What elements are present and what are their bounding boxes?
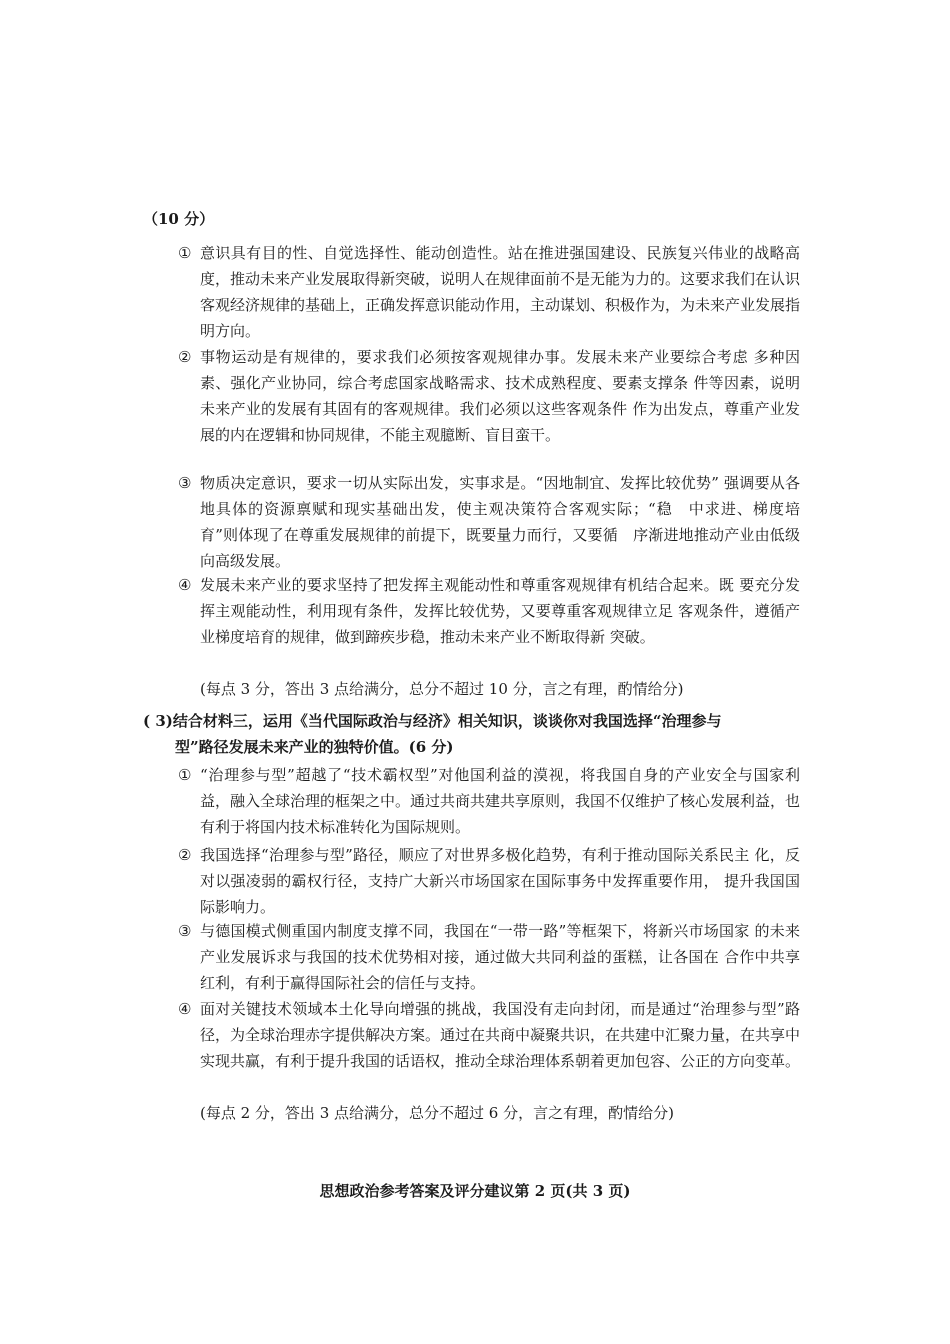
page-footer: 思想政治参考答案及评分建议第 2 页(共 3 页) bbox=[319, 1182, 631, 1200]
part2-item-2 bbox=[178, 344, 800, 448]
item-marker: ① bbox=[178, 244, 192, 262]
part2-scoring-note: (每点 3 分，答出 3 点给满分，总分不超过 10 分，言之有理，酌情给分) bbox=[200, 680, 684, 698]
item-marker: ④ bbox=[178, 576, 192, 594]
item-text: 发展未来产业的要求坚持了把发挥主观能动性和尊重客观规律有机结合起来。既 要充分发挥主观能动性，利用现有条件，发挥比较优势，又要尊重客观规律立足 客观条件，遵循产业梯度培育的规律，做到蹄疾步稳，推动未来产业不断取得新 突破。 bbox=[200, 576, 800, 646]
item-text: 我国选择“治理参与型”路径，顺应了对世界多极化趋势，有利于推动国际关系民主 化，反对以强凌弱的霸权行径，支持广大新兴市场国家在国际事务中发挥重要作用， 提升我国国际影响力。 bbox=[200, 846, 800, 916]
item-text: 事物运动是有规律的，要求我们必须按客观规律办事。发展未来产业要综合考虑 多种因素、强化产业协同，综合考虑国家战略需求、技术成熟程度、要素支撑条 件等因素，说明未来产业的发展有其固有的客观规律。我们必须以这些客观条件 作为出发点，尊重产业发展的内在逻辑和协同规律，不能主观臆断、盲目蛮干。 bbox=[200, 348, 800, 444]
part3-scoring-note: (每点 2 分，答出 3 点给满分，总分不超过 6 分，言之有理，酌情给分) bbox=[200, 1104, 674, 1122]
item-text: 与德国模式侧重国内制度支撑不同，我国在“一带一路”等框架下，将新兴市场国家 的未来产业发展诉求与我国的技术优势相对接，通过做大共同利益的蛋糕，让各国在 合作中共享红利，有利于赢得国际社会的信任与支持。 bbox=[200, 922, 800, 992]
item-marker: ④ bbox=[178, 1000, 192, 1018]
question-line-2: 型”路径发展未来产业的独特价值。(6 分) bbox=[175, 738, 454, 756]
part3-item-2 bbox=[178, 842, 800, 920]
item-text: 面对关键技术领域本土化导向增强的挑战，我国没有走向封闭，而是通过“治理参与型”路径，为全球治理赤字提供解决方案。通过在共商中凝聚共识，在共建中汇聚力量，在共享中实现共赢，有利于提升我国的话语权，推动全球治理体系朝着更加包容、公正的方向变革。 bbox=[200, 1000, 801, 1070]
item-text: 意识具有目的性、自觉选择性、能动创造性。站在推进强国建设、民族复兴伟业的战略高度，推动未来产业发展取得新突破，说明人在规律面前不是无能为力的。这要求我们在认识客观经济规律的基础上，正确发挥意识能动作用，主动谋划、积极作为，为未来产业发展指明方向。 bbox=[200, 244, 801, 340]
part2-item-4 bbox=[178, 572, 800, 650]
part2-item-1 bbox=[178, 240, 800, 344]
part3-item-1 bbox=[178, 762, 800, 840]
part3-question bbox=[143, 708, 803, 760]
part2-score-label: （10 分） bbox=[143, 210, 215, 228]
item-marker: ③ bbox=[178, 922, 192, 940]
part3-item-3 bbox=[178, 918, 800, 996]
item-marker: ② bbox=[178, 348, 192, 366]
item-text: 物质决定意识，要求一切从实际出发，实事求是。“因地制宜、发挥比较优势” 强调要从各地具体的资源禀赋和现实基础出发，使主观决策符合客观实际；“稳 中求进、梯度培育”则体现了在尊重发展规律的前提下，既要量力而行，又要循 序渐进地推动产业由低级向高级发展。 bbox=[200, 474, 800, 570]
part2-item-3 bbox=[178, 470, 800, 574]
item-marker: ③ bbox=[178, 474, 192, 492]
question-line-1: ( 3)结合材料三，运用《当代国际政治与经济》相关知识，谈谈你对我国选择“治理参与 bbox=[143, 712, 722, 730]
item-marker: ① bbox=[178, 766, 192, 784]
item-text: “治理参与型”超越了“技术霸权型”对他国利益的漠视，将我国自身的产业安全与国家利益，融入全球治理的框架之中。通过共商共建共享原则，我国不仅维护了核心发展利益，也有利于将国内技术标准转化为国际规则。 bbox=[200, 766, 801, 836]
item-marker: ② bbox=[178, 846, 192, 864]
part3-item-4 bbox=[178, 996, 800, 1074]
